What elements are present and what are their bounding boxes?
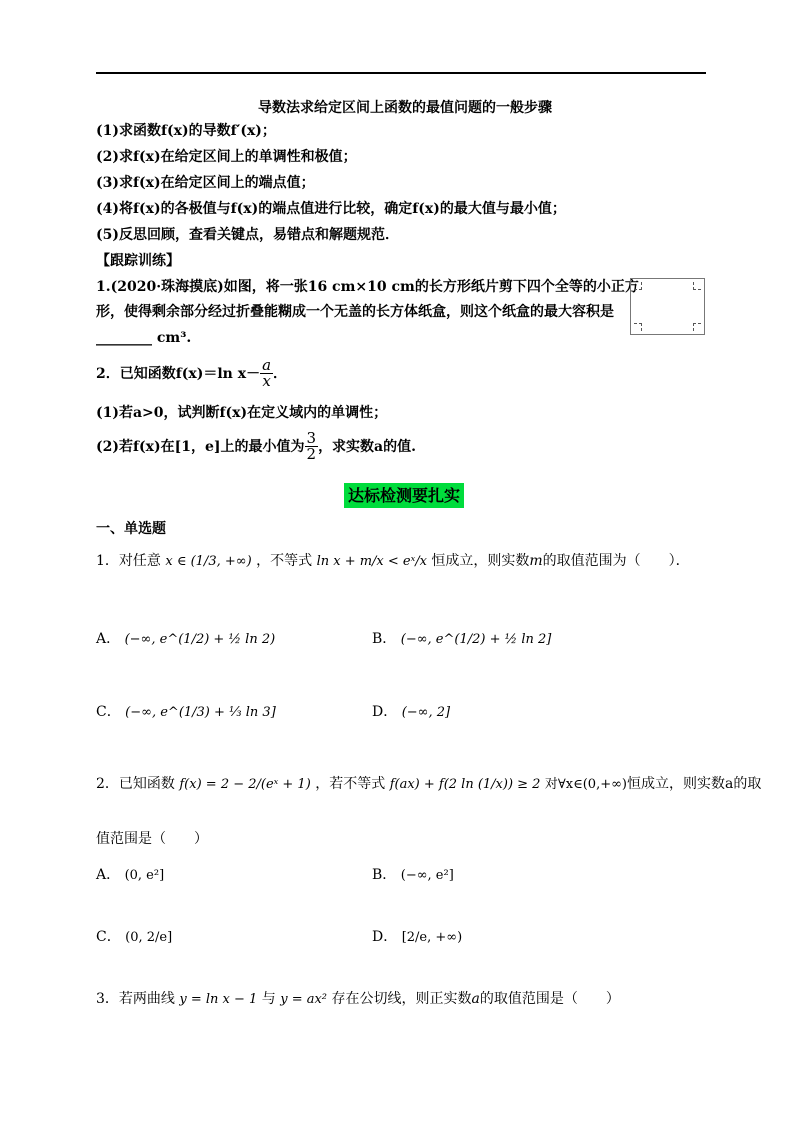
option-value: (−∞, e²] xyxy=(400,868,454,883)
problem-1-line-2: 形，使得剩余部分经过折叠能糊成一个无盖的长方体纸盒，则这个纸盒的最大容积是 xyxy=(96,304,614,320)
option-label: B． xyxy=(372,631,397,647)
option-label: D． xyxy=(372,704,398,720)
option-value: (−∞, e^(1/2) + ½ ln 2) xyxy=(124,632,276,647)
option-label: A． xyxy=(96,631,121,647)
fraction-numerator: 3 xyxy=(306,429,317,447)
corner-mark xyxy=(634,282,642,290)
training-label: 【跟踪训练】 xyxy=(96,253,180,269)
q3-curve-2: y = ax² xyxy=(280,992,328,1007)
q2-forall: 对∀x∈(0,+∞) xyxy=(544,777,627,792)
q3-variable: a xyxy=(471,991,480,1007)
top-rule xyxy=(96,72,706,74)
option-label: A． xyxy=(96,867,121,883)
q2-function: f(x) = 2 − 2/(eˣ + 1) xyxy=(179,777,311,792)
problem-2-q2-line xyxy=(96,431,416,462)
q1-option-b[interactable] xyxy=(372,630,551,649)
q2-suffix: 恒成立，则实数a的取 xyxy=(627,776,762,792)
option-label: C． xyxy=(96,929,121,945)
q2-option-a[interactable] xyxy=(96,866,164,885)
problem-2-text: 2．已知函数f(x)＝ln x－ xyxy=(96,365,261,382)
question-2 xyxy=(96,775,761,794)
option-value: (0, e²] xyxy=(124,868,165,883)
corner-mark xyxy=(693,282,701,290)
step-2: (2)求f(x)在给定区间上的单调性和极值； xyxy=(96,149,357,165)
question-1 xyxy=(96,552,690,571)
q3-prefix: 3．若两曲线 xyxy=(96,991,175,1007)
problem-2-q2-text: (2)若f(x)在[1，e]上的最小值为 xyxy=(96,438,305,455)
q2-option-c[interactable] xyxy=(96,928,172,947)
problem-2-q1: (1)若a>0，试判断f(x)在定义域内的单调性； xyxy=(96,405,388,421)
q1-option-a[interactable] xyxy=(96,630,275,649)
q1-option-c[interactable] xyxy=(96,703,276,722)
problem-1-line-3: ________ cm³. xyxy=(96,330,192,346)
q1-variable: m xyxy=(529,553,543,569)
option-value: (−∞, e^(1/3) + ⅓ ln 3] xyxy=(125,705,276,720)
q2-option-b[interactable] xyxy=(372,866,454,885)
option-value: (0, 2/e] xyxy=(125,930,173,945)
q2-mid: ，若不等式 xyxy=(315,776,386,792)
section-title: 导数法求给定区间上函数的最值问题的一般步骤 xyxy=(258,100,552,116)
step-1: (1)求函数f(x)的导数f′(x)； xyxy=(96,123,276,139)
q3-tail: 的取值范围是（ ） xyxy=(479,991,620,1007)
option-label: B． xyxy=(372,867,397,883)
problem-2-end: ． xyxy=(273,365,288,382)
step-5: (5)反思回顾，查看关键点，易错点和解题规范． xyxy=(96,227,399,243)
q1-option-d[interactable] xyxy=(372,703,450,722)
q2-option-d[interactable] xyxy=(372,928,462,947)
step-4: (4)将f(x)的各极值与f(x)的端点值进行比较，确定f(x)的最大值与最小值； xyxy=(96,201,566,217)
problem-2-q2-end: ，求实数a的值. xyxy=(318,438,417,455)
q3-mid: 与 xyxy=(261,991,276,1007)
corner-mark xyxy=(693,323,701,331)
q2-inequality: f(ax) + f(2 ln (1/x)) ≥ 2 xyxy=(389,777,541,792)
q3-suffix: 存在公切线，则正实数 xyxy=(331,991,472,1007)
fraction-denominator: x xyxy=(262,372,271,390)
q1-mid: ，不等式 xyxy=(256,553,313,569)
section-banner xyxy=(344,483,464,506)
step-3: (3)求f(x)在给定区间上的端点值； xyxy=(96,175,315,191)
option-label: D． xyxy=(372,929,398,945)
q1-condition: x ∈ (1/3, +∞) xyxy=(165,554,252,569)
problem-1-line-1: 1.(2020·珠海摸底)如图，将一张16 cm×10 cm的长方形纸片剪下四个全等的小正方 xyxy=(96,279,639,295)
fraction-a-over-x xyxy=(260,358,273,389)
paper-figure xyxy=(630,278,705,335)
fraction-3-over-2 xyxy=(305,431,319,462)
q1-suffix: 恒成立，则实数 xyxy=(431,553,530,569)
corner-mark xyxy=(634,323,642,331)
option-label: C． xyxy=(96,704,121,720)
fraction-denominator: 2 xyxy=(306,445,317,463)
banner-text: 达标检测要扎实 xyxy=(344,483,464,508)
single-choice-heading: 一、单选题 xyxy=(96,521,166,537)
problem-2-line xyxy=(96,358,287,389)
q3-curve-1: y = ln x − 1 xyxy=(179,992,258,1007)
option-value: (−∞, 2] xyxy=(401,705,451,720)
fraction-numerator: a xyxy=(262,356,272,374)
q2-prefix: 2．已知函数 xyxy=(96,776,175,792)
q1-inequality: ln x + m/x < eˣ/x xyxy=(316,554,427,569)
q2-line-2: 值范围是（ ） xyxy=(96,831,208,847)
q1-tail: 的取值范围为（ ）． xyxy=(542,553,690,569)
option-value: (−∞, e^(1/2) + ½ ln 2] xyxy=(400,632,552,647)
option-value: [2/e, +∞) xyxy=(401,930,463,945)
question-3 xyxy=(96,990,620,1009)
q1-prefix: 1．对任意 xyxy=(96,553,161,569)
